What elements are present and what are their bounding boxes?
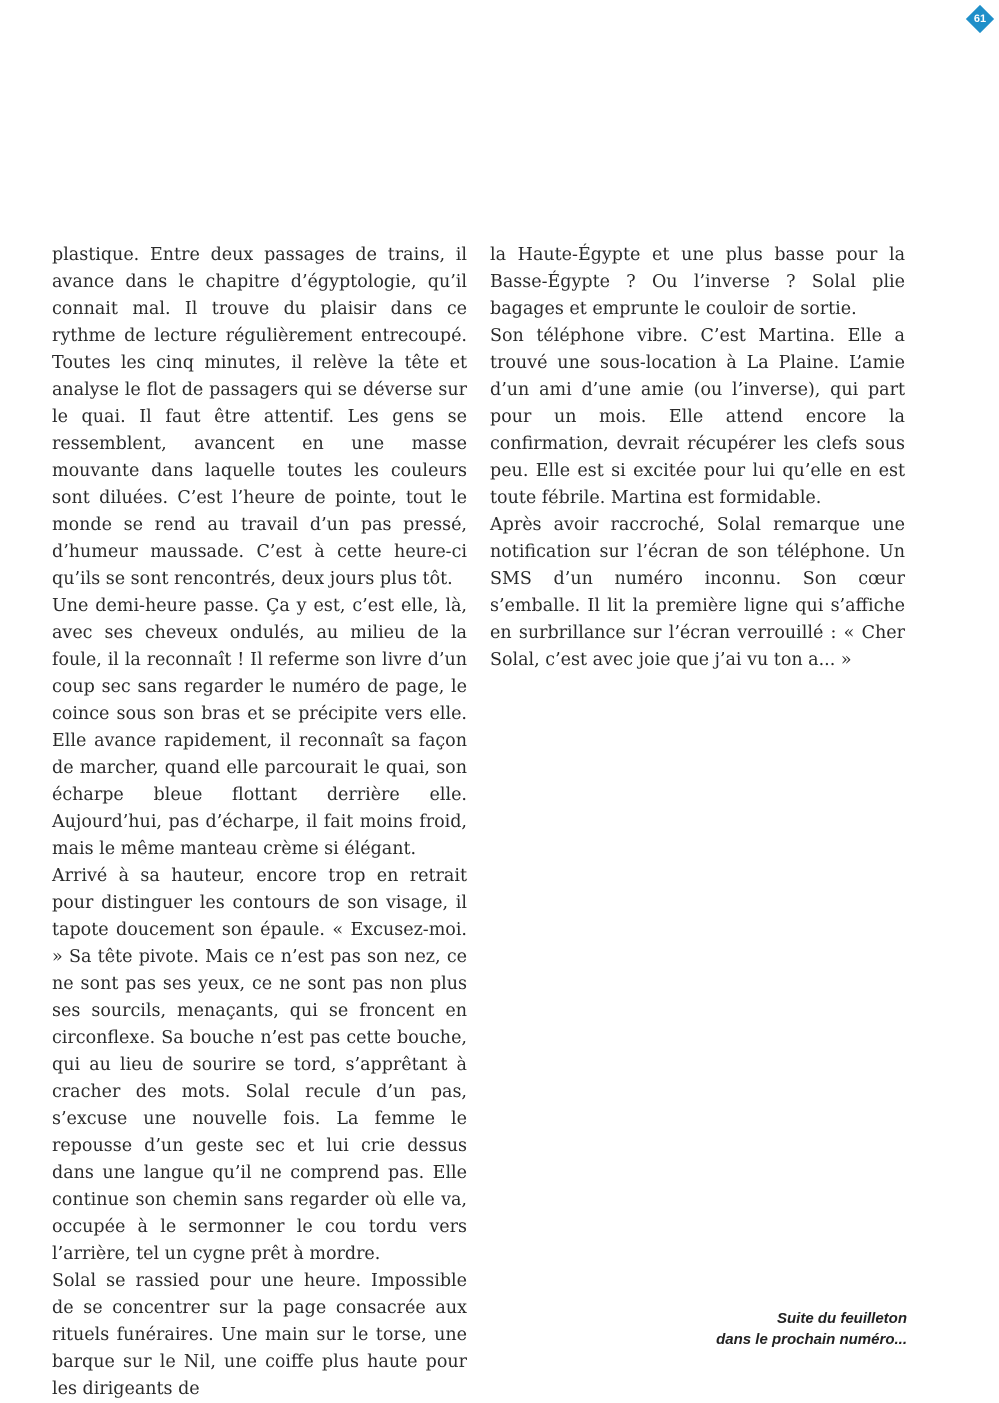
right-text-column [490,242,905,674]
paragraph: la Haute-Égypte et une plus basse pour la Basse-Égypte ? Ou l’inverse ? Solal plie bagages et emprunte le couloir de sortie. [490,245,905,319]
left-text-column [52,242,467,1403]
paragraph: Arrivé à sa hauteur, encore trop en retrait pour distinguer les contours de son visage, il tapote doucement son épaule. « Excusez-moi. » Sa tête pivote. Mais ce n’est pas son nez, ce ne sont pas ses yeux, ce ne sont pas non plus ses sourcils, menaçants, qui se froncent en circonflexe. Sa bouche n’est pas cette bouche, qui au lieu de sourire se tord, s’apprêtant à cracher des mots. Solal recule d’un pas, s’excuse une nouvelle fois. La femme le repousse d’un geste sec et lui crie dessus dans une langue qu’il ne comprend pas. Elle continue son chemin sans regarder où elle va, occupée à le sermonner le cou tordu vers l’arrière, tel un cygne prêt à mordre. [52,866,467,1264]
paragraph: Une demi-heure passe. Ça y est, c’est elle, là, avec ses cheveux ondulés, au milieu de la foule, il la reconnaît ! Il referme son livre d’un coup sec sans regarder le numéro de page, le coince sous son bras et se précipite vers elle. Elle avance rapidement, il reconnaît sa façon de marcher, quand elle parcourait le quai, son écharpe bleue flottant derrière elle. Aujourd’hui, pas d’écharpe, il fait moins froid, mais le même manteau crème si élégant. [52,596,467,859]
paragraph: Après avoir raccroché, Solal remarque une notification sur l’écran de son téléphone. Un SMS d’un numéro inconnu. Son cœur s’emballe. Il lit la première ligne qui s’affiche en surbrillance sur l’écran verrouillé : « Cher Solal, c’est avec joie que j’ai vu ton a... » [490,515,905,670]
paragraph: plastique. Entre deux passages de trains, il avance dans le chapitre d’égyptologie, qu’il connait mal. Il trouve du plaisir dans ce rythme de lecture régulièrement entrecoupé. Toutes les cinq minutes, il relève la tête et analyse le flot de passagers qui se déverse sur le quai. Il faut être attentif. Les gens se ressemblent, avancent en une masse mouvante dans laquelle toutes les couleurs sont diluées. C’est l’heure de pointe, tout le monde se rend au travail d’un pas pressé, d’humeur maussade. C’est à cette heure-ci qu’ils se sont rencontrés, deux jours plus tôt. [52,245,467,589]
continuation-note-line-2: dans le prochain numéro... [716,1331,907,1348]
page-number-badge [965,4,995,34]
paragraph: Solal se rassied pour une heure. Impossible de se concentrer sur la page consacrée aux rituels funéraires. Une main sur le torse, une barque sur le Nil, une coiffe plus haute pour les dirigeants de [52,1271,467,1399]
continuation-note-line-1: Suite du feuilleton [777,1310,907,1327]
page-number: 61 [973,13,987,25]
paragraph: Son téléphone vibre. C’est Martina. Elle a trouvé une sous-location à La Plaine. L’amie d’un ami d’une amie (ou l’inverse), qui part pour un mois. Elle attend encore la confirmation, devrait récupérer les clefs sous peu. Elle est si excitée pour lui qu’elle en est toute fébrile. Martina est formidable. [490,326,905,508]
continuation-note [716,1308,907,1350]
